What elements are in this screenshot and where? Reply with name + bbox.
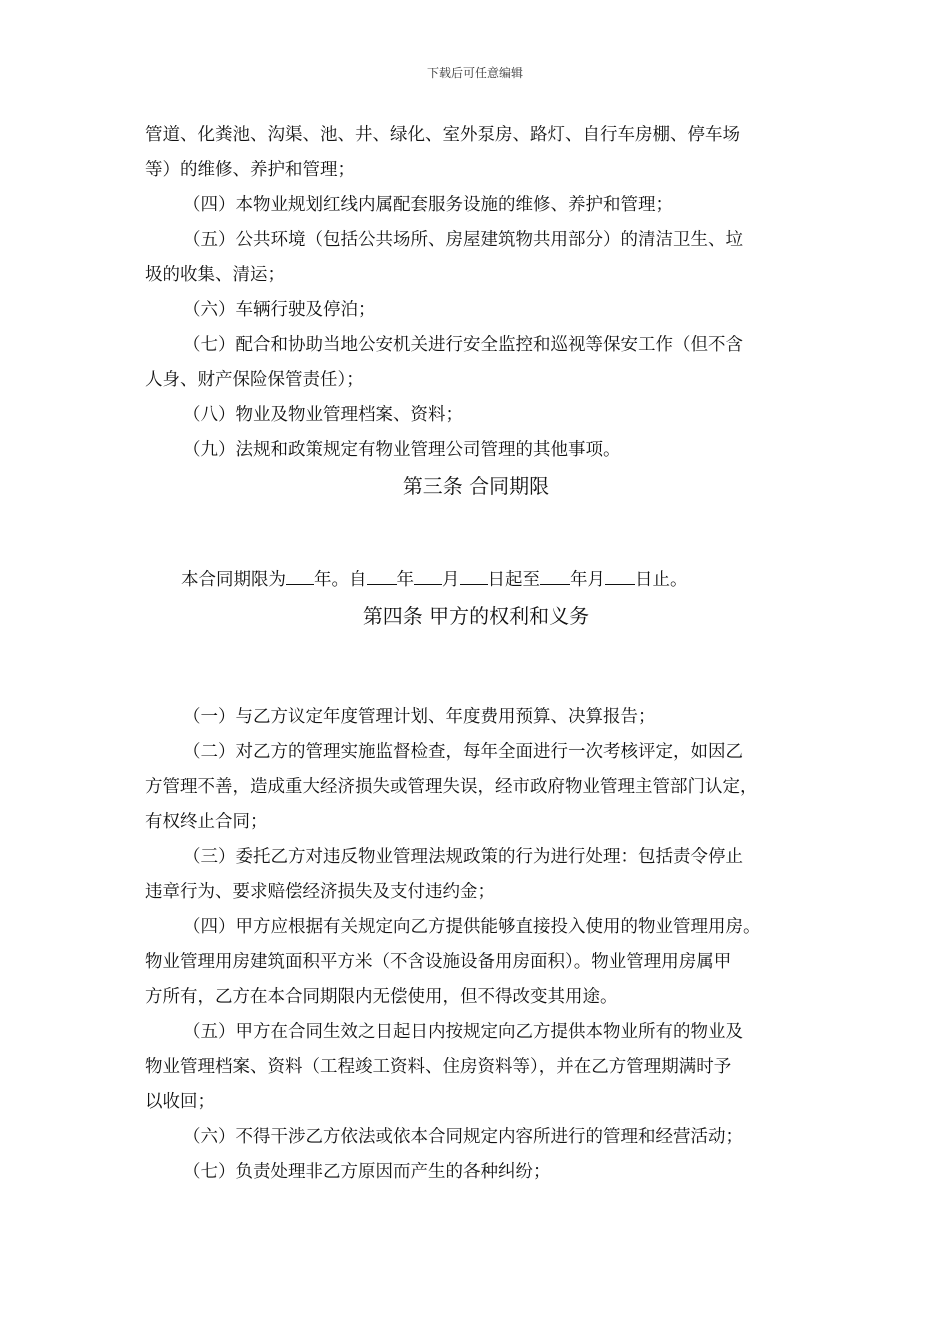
list-item: （五）公共环境（包括公共场所、房屋建筑物共用部分）的清洁卫生、垃 xyxy=(183,230,743,250)
contract-term-line xyxy=(145,562,807,598)
blank-field xyxy=(286,568,314,585)
document-body xyxy=(145,118,807,1190)
term-text: 日止。 xyxy=(635,570,688,590)
term-text: 年 xyxy=(396,570,414,590)
list-item: （六）不得干涉乙方依法或依本合同规定内容所进行的管理和经营活动； xyxy=(183,1127,743,1147)
list-item: （八）物业及物业管理档案、资料； xyxy=(183,405,463,425)
paragraph-line: 圾的收集、清运； xyxy=(145,265,285,285)
paragraph-line: 方管理不善，造成重大经济损失或管理失误，经市政府物业管理主管部门认定， xyxy=(145,777,758,797)
term-text: 日起至 xyxy=(487,570,540,590)
paragraph-line: 物业管理用房建筑面积平方米（不含设施设备用房面积）。物业管理用房属甲 xyxy=(145,952,732,972)
paragraph-line: 违章行为、要求赔偿经济损失及支付违约金； xyxy=(145,882,495,902)
blank-field xyxy=(367,568,397,585)
term-text: 年。自 xyxy=(314,570,367,590)
page-header: 下载后可任意编辑 xyxy=(426,66,523,80)
article-3-title: 第三条 合同期限 xyxy=(402,474,550,498)
term-text: 年月 xyxy=(570,570,605,590)
list-item: （六）车辆行驶及停泊； xyxy=(183,300,376,320)
paragraph-line: 有权终止合同； xyxy=(145,812,268,832)
list-item: （九）法规和政策规定有物业管理公司管理的其他事项。 xyxy=(183,440,621,460)
spacer xyxy=(145,634,807,700)
blank-field xyxy=(605,568,635,585)
blank-field xyxy=(460,568,488,585)
paragraph-line: 物业管理档案、资料（工程竣工资料、住房资料等），并在乙方管理期满时予 xyxy=(145,1057,732,1077)
paragraph-line: 方所有，乙方在本合同期限内无偿使用，但不得改变其用途。 xyxy=(145,987,618,1007)
article-4-title: 第四条 甲方的权利和义务 xyxy=(362,604,590,628)
list-item: （五）甲方在合同生效之日起日内按规定向乙方提供本物业所有的物业及 xyxy=(183,1022,743,1042)
paragraph-line: 人身、财产保险保管责任）； xyxy=(145,370,364,390)
list-item: （四）本物业规划红线内属配套服务设施的维修、养护和管理； xyxy=(183,195,673,215)
term-text: 本合同期限为 xyxy=(181,570,286,590)
paragraph-line: 管道、化粪池、沟渠、池、井、绿化、室外泵房、路灯、自行车房棚、停车场 xyxy=(145,125,740,145)
list-item: （七）负责处理非乙方原因而产生的各种纠纷； xyxy=(183,1162,551,1182)
list-item: （二）对乙方的管理实施监督检查，每年全面进行一次考核评定，如因乙 xyxy=(183,742,743,762)
list-item: （七）配合和协助当地公安机关进行安全监控和巡视等保安工作（但不含 xyxy=(183,335,743,355)
term-text: 月 xyxy=(442,570,460,590)
blank-field xyxy=(414,568,442,585)
list-item: （三）委托乙方对违反物业管理法规政策的行为进行处理：包括责令停止 xyxy=(183,847,743,867)
paragraph-line: 等）的维修、养护和管理； xyxy=(145,160,355,180)
paragraph-line: 以收回； xyxy=(145,1092,215,1112)
list-item: （四）甲方应根据有关规定向乙方提供能够直接投入使用的物业管理用房。 xyxy=(183,917,761,937)
list-item: （一）与乙方议定年度管理计划、年度费用预算、决算报告； xyxy=(183,707,656,727)
blank-field xyxy=(540,568,570,585)
spacer xyxy=(145,504,807,562)
